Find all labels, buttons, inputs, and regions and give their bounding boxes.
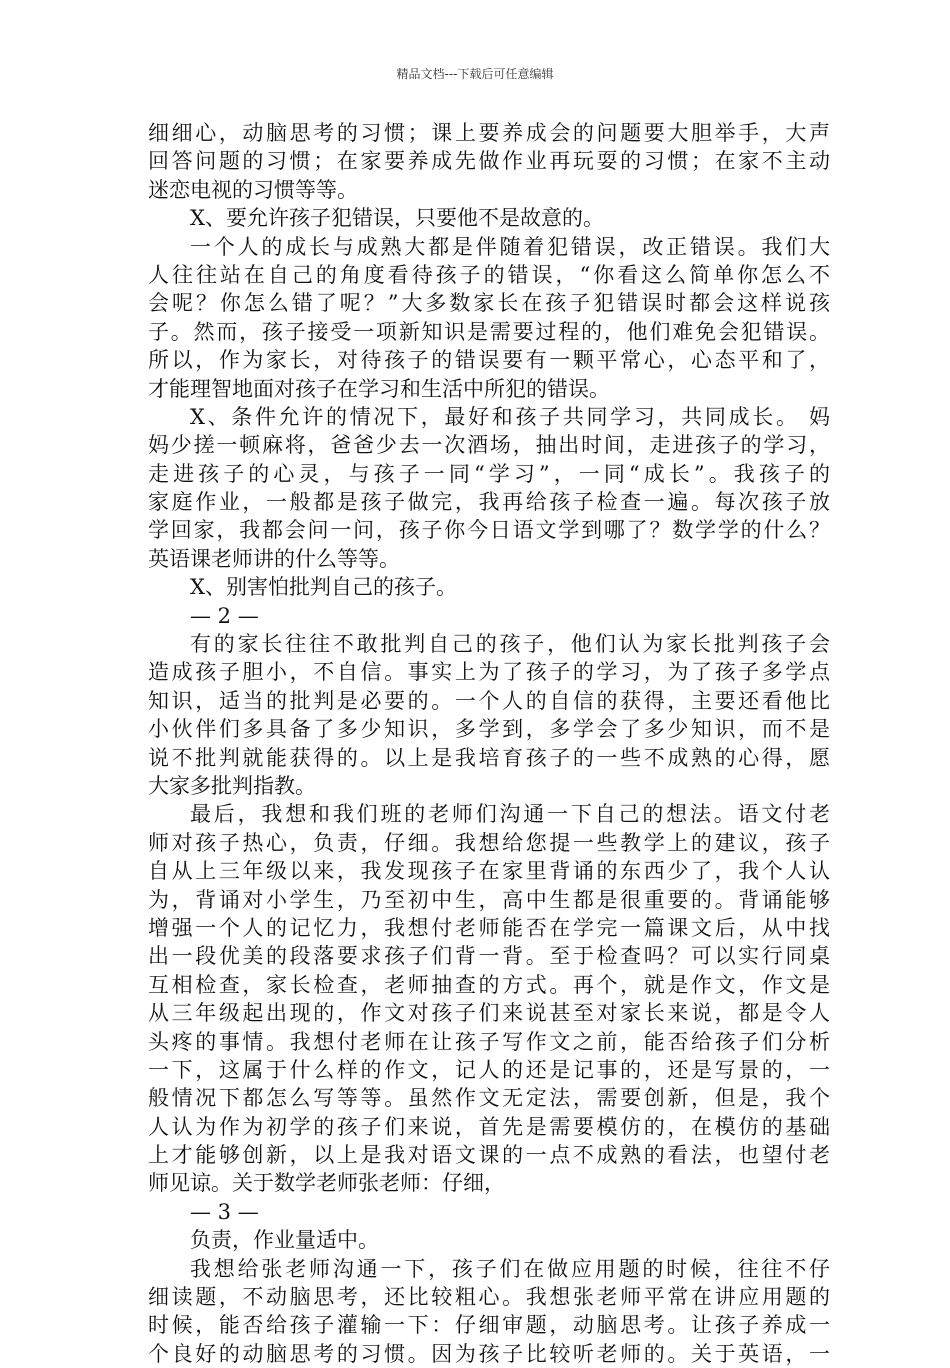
text-line: 子。然而，孩子接受一项新知识是需要过程的，他们难免会犯错误。 [148, 319, 830, 344]
text-line: 为，背诵对小学生，乃至初中生，高中生都是很重要的。背诵能够 [148, 887, 830, 912]
text-line: 回答问题的习惯；在家要养成先做作业再玩耍的习惯；在家不主动 [148, 149, 830, 174]
text-line: 大家多批判指教。 [148, 773, 316, 798]
text-line: 上才能够创新，以上是我对语文课的一点不成熟的看法，也望付老 [148, 1143, 830, 1168]
text-line: 所以，作为家长，对待孩子的错误要有一颗平常心，心态平和了， [148, 348, 830, 373]
text-line: X、要允许孩子犯错误，只要他不是故意的。 [190, 206, 604, 231]
page-header: 精品文档---下载后可任意编辑 [396, 67, 554, 81]
text-line: 英语课老师讲的什么等等。 [148, 546, 400, 571]
text-line: 出一段优美的段落要求孩子们背一背。至于检查吗？可以实行同桌 [148, 944, 830, 969]
document-body [148, 119, 830, 1368]
text-line: 个良好的动脑思考的习惯。因为孩子比较听老师的。关于英语，一 [148, 1341, 830, 1366]
text-line: 迷恋电视的习惯等等。 [148, 177, 358, 202]
text-line: 一下，这属于什么样的作文，记人的还是记事的，还是写景的，一 [148, 1057, 830, 1082]
text-line: 走进孩子的心灵，与孩子一同“学习”，一同“成长”。我孩子的 [148, 461, 830, 486]
text-line: 有的家长往往不敢批判自己的孩子，他们认为家长批判孩子会 [190, 632, 830, 657]
text-line: 小伙伴们多具备了多少知识，多学到，多学会了多少知识，而不是 [148, 717, 830, 742]
text-line: 自从上三年级以来，我发现孩子在家里背诵的东西少了，我个人认 [148, 859, 830, 884]
text-line: 增强一个人的记忆力，我想付老师能否在学完一篇课文后，从中找 [148, 915, 830, 940]
text-line: 妈少搓一顿麻将，爸爸少去一次酒场，抽出时间，走进孩子的学习， [148, 433, 830, 458]
text-line: 家庭作业，一般都是孩子做完，我再给孩子检查一遍。每次孩子放 [148, 490, 830, 515]
text-line: 说不批判就能获得的。以上是我培育孩子的一些不成熟的心得，愿 [148, 745, 830, 770]
text-line: 学回家，我都会问一问，孩子你今日语文学到哪了？数学学的什么？ [148, 518, 830, 543]
text-line: 才能理智地面对孩子在学习和生活中所犯的错误。 [148, 376, 610, 401]
text-line: X、别害怕批判自己的孩子。 [190, 575, 457, 600]
text-line: 最后，我想和我们班的老师们沟通一下自己的想法。语文付老 [190, 802, 830, 827]
text-line: — 3 — [190, 1199, 259, 1224]
text-line: — 2 — [190, 603, 259, 628]
text-line: 人往往站在自己的角度看待孩子的错误，“你看这么简单你怎么不 [148, 262, 830, 287]
text-line: 造成孩子胆小，不自信。事实上为了孩子的学习，为了孩子多学点 [148, 660, 830, 685]
text-line: X、条件允许的情况下，最好和孩子共同学习，共同成长。 妈 [190, 404, 830, 429]
text-line: 细读题，不动脑思考，还比较粗心。我想张老师平常在讲应用题的 [148, 1285, 830, 1310]
text-line: 互相检查，家长检查，老师抽查的方式。再个，就是作文，作文是 [148, 972, 830, 997]
text-line: 负责，作业量适中。 [190, 1228, 379, 1253]
text-line: 从三年级起出现的，作文对孩子们来说甚至对家长来说，都是令人 [148, 1001, 830, 1026]
text-line: 人认为作为初学的孩子们来说，首先是需要模仿的，在模仿的基础 [148, 1114, 830, 1139]
text-line: 知识，适当的批判是必要的。一个人的自信的获得，主要还看他比 [148, 688, 830, 713]
text-line: 师见谅。关于数学老师张老师：仔细， [148, 1171, 505, 1196]
text-line: 细细心，动脑思考的习惯；课上要养成会的问题要大胆举手，大声 [148, 121, 830, 145]
text-line: 一个人的成长与成熟大都是伴随着犯错误，改正错误。我们大 [190, 234, 830, 259]
text-line: 般情况下都怎么写等等。虽然作文无定法，需要创新，但是，我个 [148, 1086, 830, 1111]
text-line: 头疼的事情。我想付老师在让孩子写作文之前，能否给孩子们分析 [148, 1029, 830, 1054]
text-line: 我想给张老师沟通一下，孩子们在做应用题的时候，往往不仔 [190, 1256, 830, 1281]
text-line: 时候，能否给孩子灌输一下：仔细审题，动脑思考。让孩子养成一 [148, 1313, 830, 1338]
text-line: 会呢？你怎么错了呢？”大多数家长在孩子犯错误时都会这样说孩 [148, 291, 830, 316]
text-line: 师对孩子热心，负责，仔细。我想给您提一些教学上的建议，孩子 [148, 830, 830, 855]
